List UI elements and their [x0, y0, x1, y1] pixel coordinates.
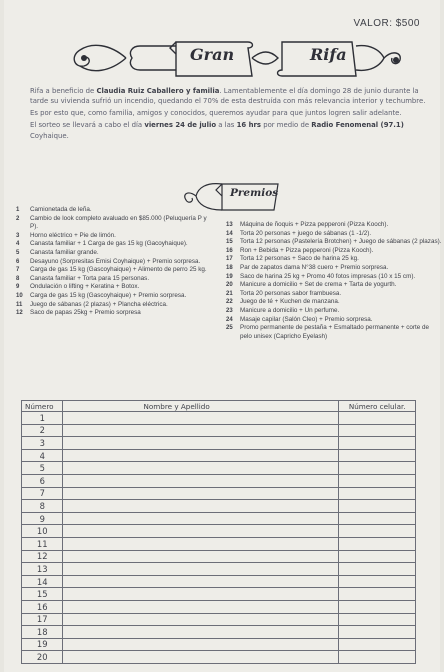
phone-cell[interactable]: [339, 600, 416, 613]
prize-text: Torta 12 personas (Pastelería Brotchen) + Juego de sábanas (2 plazas).: [240, 238, 442, 246]
prize-number: 1: [16, 207, 20, 213]
table-row: [22, 449, 416, 462]
prize-text: Máquina de ñoquis + Pizza pepperoni (Pizza Kooch).: [240, 221, 389, 228]
prize-item: [16, 249, 216, 258]
prize-text: Torta 20 personas sabor frambuesa.: [240, 289, 342, 297]
prize-text: Carga de gas 15 kg (Gascoyhaique) + Premio sorpresa.: [30, 291, 187, 299]
table-row: [22, 424, 416, 437]
phone-cell[interactable]: [339, 474, 416, 487]
prize-text: Canasta familiar + Torta para 15 personas.: [30, 274, 150, 282]
prize-item: [16, 283, 216, 292]
name-cell[interactable]: [63, 500, 339, 513]
prize-text: Masaje capilar (Salón Cleo) + Premio sorpresa.: [240, 315, 373, 323]
name-cell[interactable]: [63, 474, 339, 487]
premios-title: Premios: [230, 187, 279, 199]
prize-item: [16, 206, 216, 215]
prize-number: 17: [226, 256, 233, 263]
prize-text: Manicure a domicilio + Un perfume.: [240, 306, 340, 314]
prize-item: [226, 316, 442, 325]
row-number: 12: [22, 550, 63, 563]
row-number: 11: [22, 537, 63, 550]
row-number: 4: [22, 449, 63, 462]
row-number: 17: [22, 613, 63, 626]
prize-number: 6: [16, 258, 20, 265]
prize-text: Horno eléctrico + Pie de limón.: [30, 231, 116, 239]
raffle-sheet: [4, 0, 440, 672]
table-row: [22, 437, 416, 450]
prize-item: [16, 215, 216, 232]
prize-text: Promo permanente de pestaña + Esmaltado permanente + corte de pelo unisex (Capricho Eyelash): [240, 324, 430, 340]
phone-cell[interactable]: [339, 512, 416, 525]
phone-cell[interactable]: [339, 412, 416, 425]
header-nombre: Nombre y Apellido: [63, 401, 339, 412]
prize-number: 15: [226, 239, 233, 246]
prize-item: [226, 307, 442, 316]
phone-cell[interactable]: [339, 537, 416, 550]
phone-cell[interactable]: [339, 626, 416, 639]
table-row: [22, 626, 416, 639]
table-row: [22, 651, 416, 664]
row-number: 7: [22, 487, 63, 500]
header-numero: Número: [22, 401, 63, 412]
prize-item: [16, 309, 216, 318]
title-banner: [40, 36, 420, 82]
prize-item: [16, 232, 216, 241]
prize-number: 12: [16, 310, 23, 317]
header-celular: Número celular.: [339, 401, 416, 412]
row-number: 20: [22, 651, 63, 664]
name-cell[interactable]: [63, 638, 339, 651]
row-number: 2: [22, 424, 63, 437]
table-row: [22, 550, 416, 563]
prize-text: Ondulación o lifting + Keratina + Botox.: [30, 283, 140, 291]
prize-list-right: [226, 221, 442, 341]
intro-paragraph-1: Rifa a beneficio de Claudia Ruiz Caballero y familia. Lamentablemente el día domingo 28 de junio durante la tarde su vivienda sufrió un incendio, quedando el 70% de esta destruída con más relevancia interior y techumbre.: [30, 87, 426, 106]
prize-item: [16, 266, 216, 275]
name-cell[interactable]: [63, 512, 339, 525]
name-cell[interactable]: [63, 525, 339, 538]
prize-number: 23: [226, 307, 233, 314]
table-row: [22, 588, 416, 601]
row-number: 19: [22, 638, 63, 651]
phone-cell[interactable]: [339, 575, 416, 588]
prize-number: 5: [16, 249, 20, 256]
phone-cell[interactable]: [339, 588, 416, 601]
prize-number: 18: [226, 264, 233, 271]
prize-item: [226, 230, 442, 239]
table-row: [22, 487, 416, 500]
banner-word-rifa: Rifa: [310, 45, 347, 64]
prize-text: Canasta familiar grande.: [30, 248, 99, 256]
name-cell[interactable]: [63, 588, 339, 601]
phone-cell[interactable]: [339, 613, 416, 626]
name-cell[interactable]: [63, 563, 339, 576]
phone-cell[interactable]: [339, 638, 416, 651]
prize-number: 4: [16, 241, 20, 248]
phone-cell[interactable]: [339, 424, 416, 437]
phone-cell[interactable]: [339, 550, 416, 563]
prize-text: Cambio de look completo avaluado en $85.000 (Peluquería P y P).: [30, 214, 207, 231]
prize-number: 9: [16, 284, 20, 291]
phone-cell[interactable]: [339, 449, 416, 462]
prize-item: [16, 258, 216, 267]
prize-number: 25: [226, 325, 233, 332]
table-row: [22, 563, 416, 576]
prize-text: Torta 20 personas + juego de sábanas (1 -1/2).: [240, 229, 372, 237]
table-row: [22, 500, 416, 513]
table-row: [22, 600, 416, 613]
prize-item: [226, 273, 442, 282]
row-number: 6: [22, 474, 63, 487]
prize-number: 19: [226, 273, 233, 280]
prize-text: Saco de papas 25kg + Premio sorpresa: [30, 309, 141, 317]
phone-cell[interactable]: [339, 563, 416, 576]
prize-text: Manicure a domicilio + Set de crema + Tarta de yogurth.: [240, 281, 397, 289]
table-row: [22, 613, 416, 626]
name-cell[interactable]: [63, 626, 339, 639]
name-cell[interactable]: [63, 575, 339, 588]
phone-cell[interactable]: [339, 437, 416, 450]
prize-item: [226, 221, 442, 230]
prize-item: [226, 247, 442, 256]
row-number: 18: [22, 626, 63, 639]
prize-item: [226, 255, 442, 264]
row-number: 9: [22, 512, 63, 525]
prize-text: Ron + Bebida + Pizza pepperoni (Pizza Kooch).: [240, 246, 374, 254]
table-row: [22, 512, 416, 525]
row-number: 3: [22, 437, 63, 450]
row-number: 8: [22, 500, 63, 513]
prize-text: Juego de sábanas (2 plazas) + Plancha eléctrica.: [30, 300, 168, 308]
prize-number: 16: [226, 247, 233, 254]
row-number: 5: [22, 462, 63, 475]
name-cell[interactable]: [63, 437, 339, 450]
phone-cell[interactable]: [339, 487, 416, 500]
banner-word-gran: Gran: [190, 45, 235, 64]
prize-text: Juego de té + Kuchen de manzana.: [240, 298, 340, 306]
row-number: 16: [22, 600, 63, 613]
prize-number: 13: [226, 222, 233, 228]
row-number: 10: [22, 525, 63, 538]
prize-item: [226, 264, 442, 273]
name-cell[interactable]: [63, 537, 339, 550]
prize-item: [226, 324, 442, 341]
name-cell[interactable]: [63, 412, 339, 425]
table-row: [22, 575, 416, 588]
prize-number: 24: [226, 316, 233, 323]
name-cell[interactable]: [63, 613, 339, 626]
prize-number: 8: [16, 275, 20, 282]
name-cell[interactable]: [63, 487, 339, 500]
name-cell[interactable]: [63, 462, 339, 475]
prize-number: 20: [226, 282, 233, 289]
table-row: [22, 412, 416, 425]
prize-item: [16, 301, 216, 310]
prize-text: Camionetada de leña.: [30, 206, 92, 213]
prize-text: Saco de harina 25 kg + Promo 40 fotos impresas (10 x 15 cm).: [240, 272, 416, 280]
prize-text: Par de zapatos dama N°38 cuero + Premio sorpresa.: [240, 263, 389, 271]
prize-item: [16, 275, 216, 284]
prize-number: 14: [226, 230, 233, 237]
prize-list-left: [16, 206, 216, 318]
prize-text: Carga de gas 15 kg (Gascoyhaique) + Alimento de perro 25 kg.: [30, 266, 207, 274]
prize-item: [16, 240, 216, 249]
prize-text: Desayuno (Sorpresitas Emisi Coyhaique) + Premio sorpresa.: [30, 257, 201, 265]
row-number: 14: [22, 575, 63, 588]
intro-paragraph-3: El sorteo se llevará a cabo el día viernes 24 de julio a las 16 hrs por medio de Radio Fenomenal (97.1) Coyhaique.: [30, 121, 404, 140]
prize-item: [226, 281, 442, 290]
prize-number: 7: [16, 267, 20, 274]
price-label: VALOR: $500: [353, 18, 420, 29]
phone-cell[interactable]: [339, 525, 416, 538]
phone-cell[interactable]: [339, 500, 416, 513]
intro-paragraph-2: Es por esto que, como familia, amigos y conocidos, queremos ayudar para que juntos logren salir adelante.: [30, 108, 402, 117]
prize-item: [16, 292, 216, 301]
table-row: [22, 537, 416, 550]
intro-text: [30, 86, 430, 141]
prize-number: 3: [16, 232, 20, 239]
prize-number: 2: [16, 215, 20, 222]
row-number: 15: [22, 588, 63, 601]
prize-text: Torta 12 personas + Saco de harina 25 kg.: [240, 255, 359, 263]
table-header-row: [22, 401, 416, 412]
prize-number: 11: [16, 301, 23, 308]
name-cell[interactable]: [63, 550, 339, 563]
row-number: 1: [22, 412, 63, 425]
prize-text: Canasta familiar + 1 Carga de gas 15 kg (Gacoyhaique).: [30, 240, 188, 248]
table-row: [22, 474, 416, 487]
prize-item: [226, 290, 442, 299]
name-cell[interactable]: [63, 651, 339, 664]
phone-cell[interactable]: [339, 462, 416, 475]
participants-table: [21, 400, 416, 664]
prize-number: 22: [226, 299, 233, 306]
name-cell[interactable]: [63, 424, 339, 437]
name-cell[interactable]: [63, 600, 339, 613]
prize-number: 21: [226, 290, 233, 297]
prize-item: [226, 238, 442, 247]
table-body: [22, 412, 416, 664]
row-number: 13: [22, 563, 63, 576]
table-row: [22, 525, 416, 538]
table-row: [22, 462, 416, 475]
name-cell[interactable]: [63, 449, 339, 462]
prize-number: 10: [16, 292, 23, 299]
phone-cell[interactable]: [339, 651, 416, 664]
table-row: [22, 638, 416, 651]
prize-item: [226, 298, 442, 307]
